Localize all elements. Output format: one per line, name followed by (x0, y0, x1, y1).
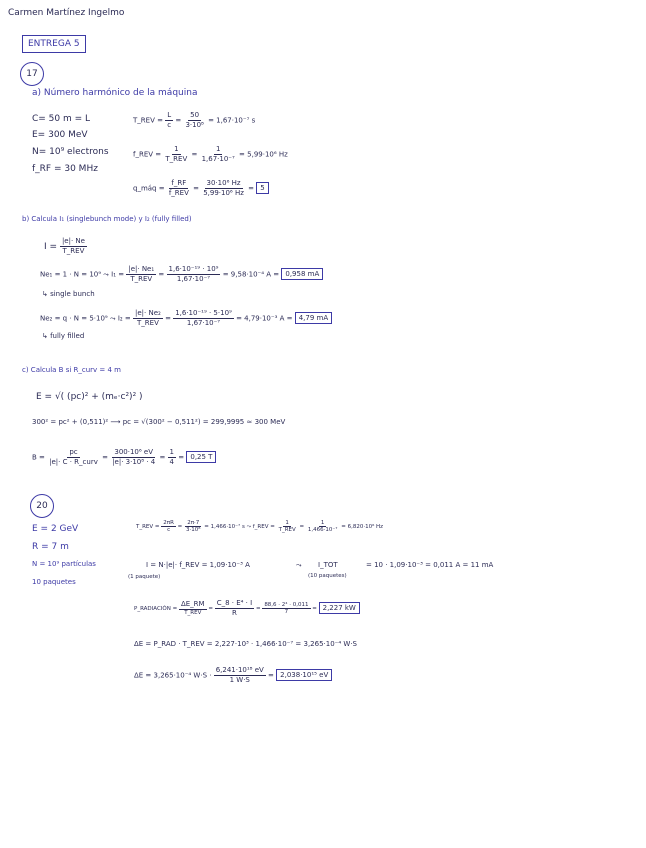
given-line: f_RF = 30 MHz (32, 164, 98, 174)
given-line: E= 300 MeV (32, 130, 88, 140)
note-fully-filled: ↳ fully filled (42, 332, 85, 340)
arrow: ⤳ (296, 561, 302, 569)
equation-energy: E = √( (pc)² + (mₑ·c²)² ) (36, 392, 143, 402)
equation-trev: T_REV = $\frac{L}{c}$ = $\frac{50}{\text{3·10⁸}}$ = 1,67·10⁻⁷ s (133, 111, 256, 129)
equation-magnetic-field: B = $\frac{pc}{\text{|e|· C · R\_curv}}$ = $\frac{\text{300·10⁶ eV}}{\text{|e|· 3·10⁸ · 4}}$ = $\frac{1}{4}$ = 0,25 T (32, 449, 216, 466)
author-name: Carmen Martínez Ingelmo (8, 8, 125, 18)
given-line: N= 10⁹ electrons (32, 147, 109, 157)
section-c-heading: c) Calcula B si R_curv = 4 m (22, 366, 121, 374)
problem-number: 17 (26, 69, 38, 79)
equation-momentum: 300² = pc² + (0,511)² ⟶ pc = √(300² − 0,511²) = 299,9995 ≃ 300 MeV (32, 418, 286, 426)
result-box: 0,25 T (186, 451, 216, 463)
note-single-bunch: ↳ single bunch (42, 290, 95, 298)
equation-trev-20: T_REV = $\frac{2\pi R}{c}$ = $\frac{2\pi\cdot 7}{\text{3·10⁸}}$ = 1,466·10⁻⁷ s ⤳ f_REV = $\frac{1}{\text{T\_REV}}$ = $\frac{1}{\text{1,466·10⁻⁷}}$ = 6,820·10⁶ Hz (136, 520, 384, 534)
result-box: 5 (256, 182, 268, 194)
equation-current-general: I = $\frac{|e|\cdot Ne}{\text{T\_REV}}$ (44, 237, 85, 255)
note-ten-bunches: (10 paquetes) (308, 573, 347, 579)
given-line: R = 7 m (32, 542, 69, 552)
equation-itot: = 10 · 1,09·10⁻³ = 0,011 A = 11 mA (366, 561, 494, 569)
result-box: 0,958 mA (281, 268, 323, 280)
equation-energy-loss: ΔE = P_RAD · T_REV = 2,227·10³ · 1,466·10⁻⁷ = 3,265·10⁻⁴ W·S (134, 640, 357, 648)
equation-harmonic: q_máq = $\frac{f\_RF}{\text{f\_REV}}$ = $\frac{\text{30·10⁶ Hz}}{\text{5,99·10⁶ Hz}}$ = 5 (133, 180, 269, 197)
given-line: E = 2 GeV (32, 524, 79, 534)
section-a-heading: a) Número harmónico de la máquina (32, 88, 198, 98)
equation-frev: f_REV = $\frac{1}{\text{T\_REV}}$ = $\frac{1}{\text{1,67·10⁻⁷}}$ = 5,99·10⁶ Hz (133, 145, 288, 163)
page-title: ENTREGA 5 (22, 35, 86, 53)
section-b-heading: b) Calcula I₁ (singlebunch mode) y I₂ (fully filled) (22, 215, 192, 223)
equation-energy-loss-ev: ΔE = 3,265·10⁻⁴ W·S · $\frac{\text{6,241·10¹⁸ eV}}{1 W\cdot S}$ = 2,038·10¹⁵ eV (134, 667, 332, 684)
result-box: 2,227 kW (319, 602, 360, 614)
given-line: N = 10⁹ partículas (32, 560, 96, 568)
equation-i2: Ne₂ = q · N = 5·10⁹ ⤳ I₂ = $\frac{\text{|e|· Ne₂}}{\text{T\_REV}}$ = $\frac{\text{1,6·10⁻¹⁹ · 5·10⁹}}{\text{1,67·10⁻⁷}}$ = 4,79·10⁻³ A = 4,79 mA (40, 310, 332, 327)
given-line: 10 paquetes (32, 578, 76, 586)
problem-20-badge (30, 494, 54, 518)
equation-power: P_RADIACIÓN = $\frac{\Delta E\_RM}{\text{T\_REV}}$ = $\frac{\text{C\_8 · E⁴ · I}}{R}$ = $\frac{\text{88,6 · 2⁴ · 0,011}}{7}$ = 2,227 kW (134, 600, 360, 617)
result-box: 2,038·10¹⁵ eV (276, 669, 332, 681)
given-line: C= 50 m = L (32, 114, 91, 124)
result-box: 4,79 mA (295, 312, 332, 324)
equation-i1: Ne₁ = 1 · N = 10⁹ ⤳ I₁ = $\frac{\text{|e|· Ne₁}}{\text{T\_REV}}$ = $\frac{\text{1,6·10⁻¹⁹ · 10⁹}}{\text{1,67·10⁻⁷}}$ = 9,58·10⁻⁴ A = 0,958 mA (40, 266, 323, 283)
equation-current-20: I = N·|e|· f_REV = 1,09·10⁻³ A (146, 561, 250, 569)
problem-number: 20 (36, 501, 48, 511)
problem-17-badge (20, 62, 44, 86)
note-one-bunch: (1 paquete) (128, 574, 161, 580)
itot-label: I_TOT (318, 561, 338, 569)
